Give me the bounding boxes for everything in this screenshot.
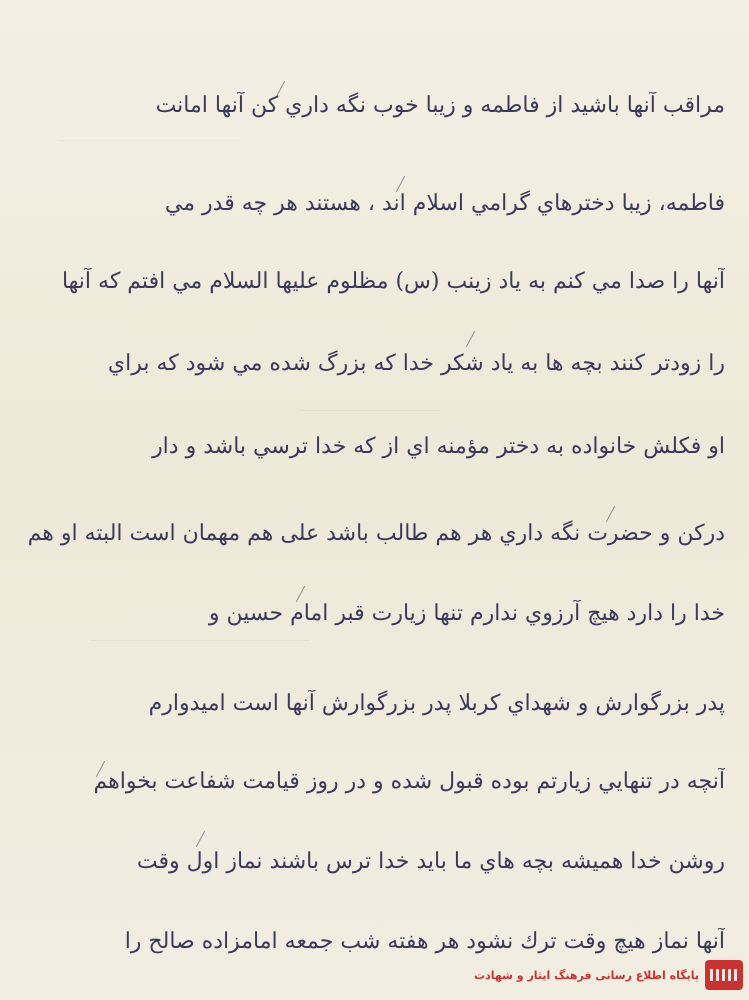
letter-line: آنها نماز هيچ وقت ترك نشود هر هفته شب جمعه امامزاده صالح را: [124, 929, 725, 954]
letter-line: خدا را دارد هيچ آرزوي ندارم تنها زيارت قبر امام حسين و: [208, 601, 725, 626]
letter-line: روشن خدا هميشه بچه هاي ما بايد خدا ترس باشند نماز اول وقت: [136, 849, 725, 874]
letter-line: را زودتر كنند بچه ها به ياد شكر خدا كه بزرگ شده مي شود كه براي: [107, 351, 725, 376]
paper-fiber: [60, 140, 240, 141]
navideh-logo-icon: [705, 960, 743, 990]
letter-line: مراقب آنها باشيد از فاطمه و زيبا خوب نگه داري كن آنها امانت: [155, 93, 725, 118]
pen-stroke: [196, 831, 205, 847]
letter-line: او فكلش خانواده به دختر مؤمنه اي از كه خدا ترسي باشد و دار: [152, 434, 725, 459]
paper-fiber: [90, 640, 310, 641]
letter-line: دركن و حضرت نگه داري هر هم طالب باشد على هم مهمان است البته او هم: [27, 521, 725, 546]
letter-line: آنها را صدا مي كنم به ياد زينب (س) مظلوم عليها السلام مي افتم كه آنها: [61, 269, 725, 294]
watermark-text: پایگاه اطلاع رسانی فرهنگ ایثار و شهادت: [474, 968, 699, 982]
site-watermark: [474, 960, 743, 990]
pen-stroke: [466, 331, 475, 347]
letter-line: فاطمه، زيبا دخترهاي گرامي اسلام اند ، هستند هر چه قدر مي: [164, 191, 725, 216]
letter-line: پدر بزرگوارش و شهداي كربلا پدر بزرگوارش آنها است امیدوارم: [148, 691, 725, 716]
paper-fiber: [300, 410, 440, 411]
letter-line: آنچه در تنهايي زيارتم بوده قبول شده و در روز قيامت شفاعت بخواهم: [93, 769, 725, 794]
